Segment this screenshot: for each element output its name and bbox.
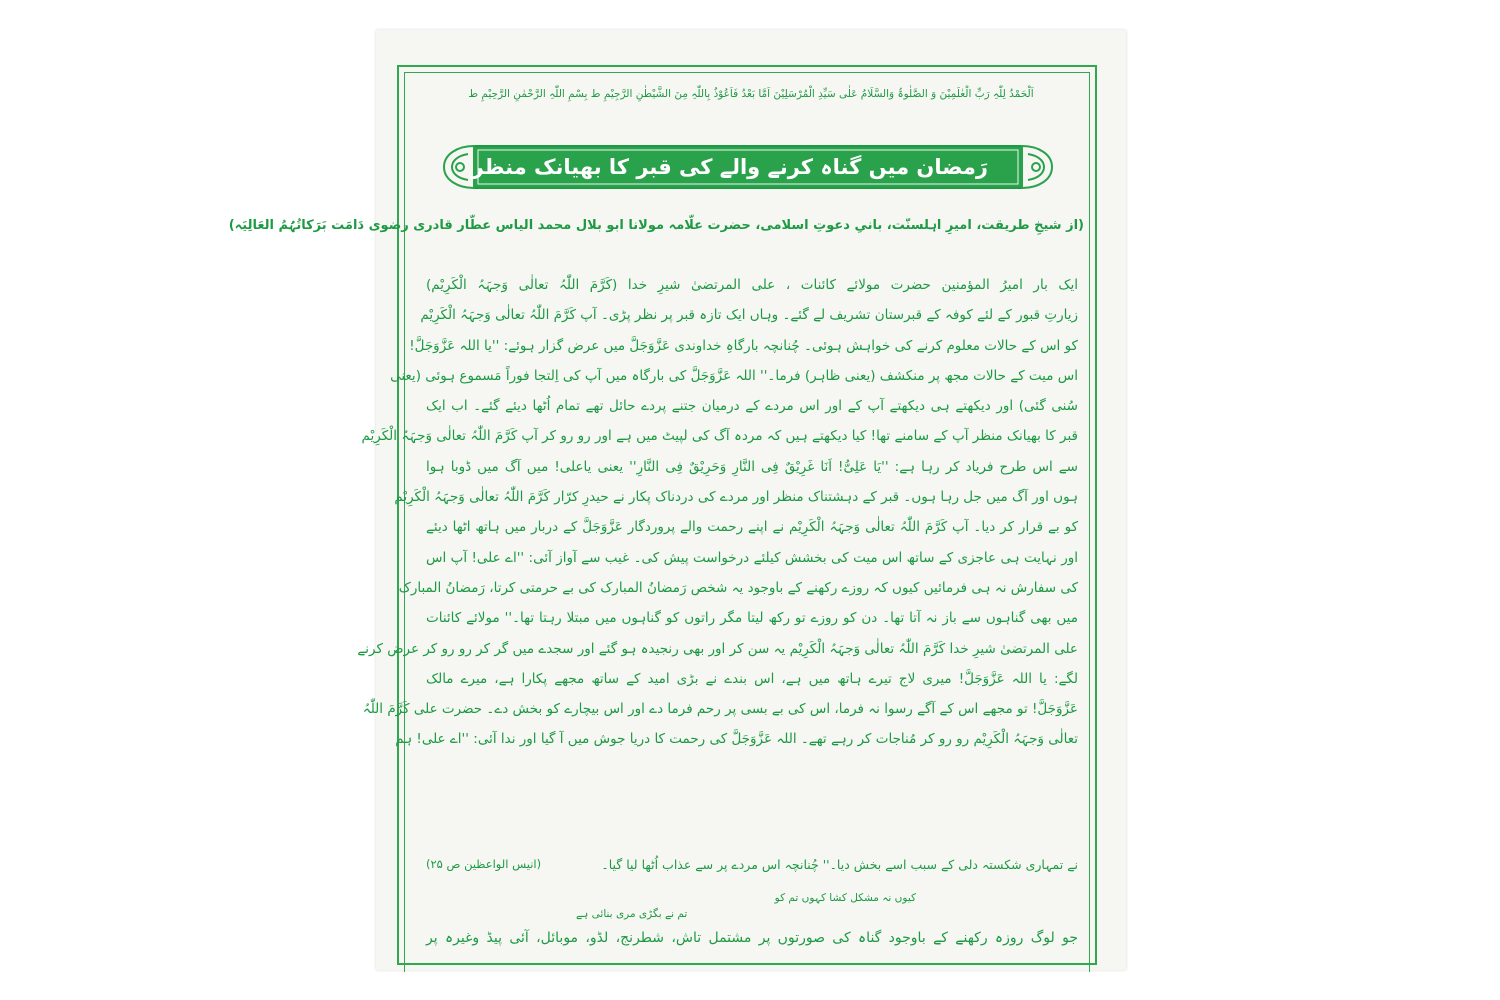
title-banner	[438, 142, 1058, 192]
body-line: عَزَّوَجَلَّ! تو مجھے اس کے آگے رسوا نہ فرما، اس کی بے بسی پر رحم فرما دے اور اس بیچارے کو بخش دے۔ حضرت علی کَرَّمَ اللّٰہُ	[362, 701, 1078, 718]
document-page	[228, 30, 1126, 970]
body-line: کو اس کے حالات معلوم کرنے کی خواہش ہوئی۔ چُنانچہ بارگاہِ خداوندی عَزَّوَجَلَّ میں عرض گزار ہوئے: ''یا اللہ عَزَّوَجَلَّ!	[409, 337, 1078, 354]
body-line: سے اس طرح فریاد کر رہا ہے: ''یَا عَلِیُّ! اَنَا غَرِیْقٌ فِی النَّارِ وَحَرِیْقٌ فِی النَّارِ'' یعنی یاعلی! میں آگ میں ڈوبا ہوا	[426, 458, 1078, 475]
body-line: کی سفارش نہ ہی فرمائیں کیوں کہ روزے رکھنے کے باوجود یہ شخص رَمضانُ المبارک کی بے حرمتی کرتا، رَمضانُ المبارک	[398, 579, 1078, 596]
body-line: علی المرتضیٰ شیرِ خدا کَرَّمَ اللّٰہُ تعالٰی وَجہَہُ الْکَرِیْم یہ سن کر اور بھی رنجیدہ ہو گئے اور سجدے میں گر کر رو رو کر عرض کرنے	[357, 640, 1078, 657]
closing-line: نے تمہاری شکستہ دلی کے سبب اسے بخش دیا۔'' چُنانچہ اس مردے پر سے عذاب اُٹھا لیا گیا۔	[601, 857, 1078, 872]
body-line: اس میت کے حالات مجھ پر منکشف (یعنی ظاہر) فرما۔'' اللہ عَزَّوَجَلَّ کی بارگاہ میں آپ کی اِلتجا فوراً مَسموع ہوئی (یعنی	[390, 367, 1078, 384]
couplet-line-1: کیوں نہ مشکل کشا کہوں تم کو	[774, 892, 916, 904]
body-line: تعالٰی وَجہَہُ الْکَرِیْم رو رو کر مُناجات کر رہے تھے۔ اللہ عَزَّوَجَلَّ کی رحمت کا دریا جوش میں آ گیا اور ندا آئی: ''اے علی! ہم	[395, 731, 1078, 748]
body-line: ہوں اور آگ میں جل رہا ہوں۔ قبر کے دہشتناک منظر اور مردے کی دردناک پکار نے حیدرِ کرّار کَرَّمَ اللّٰہُ تعالٰی وَجہَہُ الْکَرِیْم	[394, 489, 1078, 506]
author-line: (از شیخِ طریقت، امیرِ اہلسنّت، بانیِ دعوتِ اسلامی، حضرت علّامہ مولانا ابو بلال محمد الیاس عطّار قادری رضوی دَامَت بَرَکاتُہُمُ العَالِیَہ)	[228, 218, 1084, 233]
final-line: جو لوگ روزہ رکھنے کے باوجود گناہ کی صورتوں پر مشتمل تاش، شطرنج، لڈو، موبائل، آئی پیڈ وغیرہ پر	[426, 930, 1078, 946]
source-reference: (انیس الواعظین ص ۲۵)	[426, 857, 542, 871]
closing-line-row	[426, 857, 1078, 881]
opening-invocation: اَلْحَمْدُ لِلّٰہِ رَبِّ الْعٰلَمِیْنَ وَ الصَّلٰوۃُ وَالسَّلَامُ عَلٰی سَیِّدِ الْمُرْسَلِیْنَ اَمَّا بَعْدُ فَاَعُوْذُ بِاللّٰہِ مِنَ الشَّیْطٰنِ الرَّجِیْمِ ط بِسْمِ اللّٰہِ الرَّحْمٰنِ الرَّحِیْمِ ط	[468, 88, 1034, 100]
body-line: اور نہایت ہی عاجزی کے ساتھ اس میت کی بخشش کیلئے درخواست پیش کی۔ غیب سے آواز آئی: ''اے علی! آپ اس	[426, 549, 1078, 566]
body-line: سُنی گئی) اور دیکھتے ہی دیکھتے آپ کے اور اس مردے کے درمیان جتنے پردے حائل تھے تمام اُٹھا دیئے گئے۔ اب ایک	[426, 398, 1078, 415]
page-title: رَمضان میں گناہ کرنے والے کی قبر کا بھیانک منظر	[471, 155, 988, 179]
body-line: لگے: یا اللہ عَزَّوَجَلَّ! میری لاج تیرے ہاتھ میں ہے، اس بندے نے بڑی امید کے ساتھ مجھے پکارا ہے، میرے مالک	[426, 670, 1078, 687]
body-line: زیارتِ قبور کے لئے کوفہ کے قبرستان تشریف لے گئے۔ وہاں ایک تازہ قبر پر نظر پڑی۔ آپ کَرَّمَ اللّٰہُ تعالٰی وَجہَہُ الْکَرِیْم	[420, 307, 1078, 324]
couplet-line-2: تم نے بگڑی مری بنائی ہے	[576, 908, 688, 920]
story-body	[357, 270, 1078, 755]
body-line: قبر کا بھیانک منظر آپ کے سامنے تھا! کیا دیکھتے ہیں کہ مردہ آگ کی لپیٹ میں ہے اور رو رو کر آپ کَرَّمَ اللّٰہُ تعالٰی وَجہَہُ الْکَرِیْم	[361, 428, 1078, 445]
couplet	[576, 892, 916, 930]
body-line: کو بے قرار کر دیا۔ آپ کَرَّمَ اللّٰہُ تعالٰی وَجہَہُ الْکَرِیْم نے اپنے رحمت والے پروردگار عَزَّوَجَلَّ کے دربار میں ہاتھ اٹھا دیئے	[426, 519, 1078, 536]
body-line: میں بھی گناہوں سے باز نہ آتا تھا۔ دن کو روزے تو رکھ لیتا مگر راتوں کو گناہوں میں مبتلا رہتا تھا۔'' مولائے کائنات	[426, 610, 1078, 627]
body-line: ایک بار امیرُ المؤمنین حضرت مولائے کائنات ، علی المرتضیٰ شیرِ خدا (کَرَّمَ اللّٰہُ تعالٰی وَجہَہُ الْکَرِیْم)	[426, 277, 1078, 293]
